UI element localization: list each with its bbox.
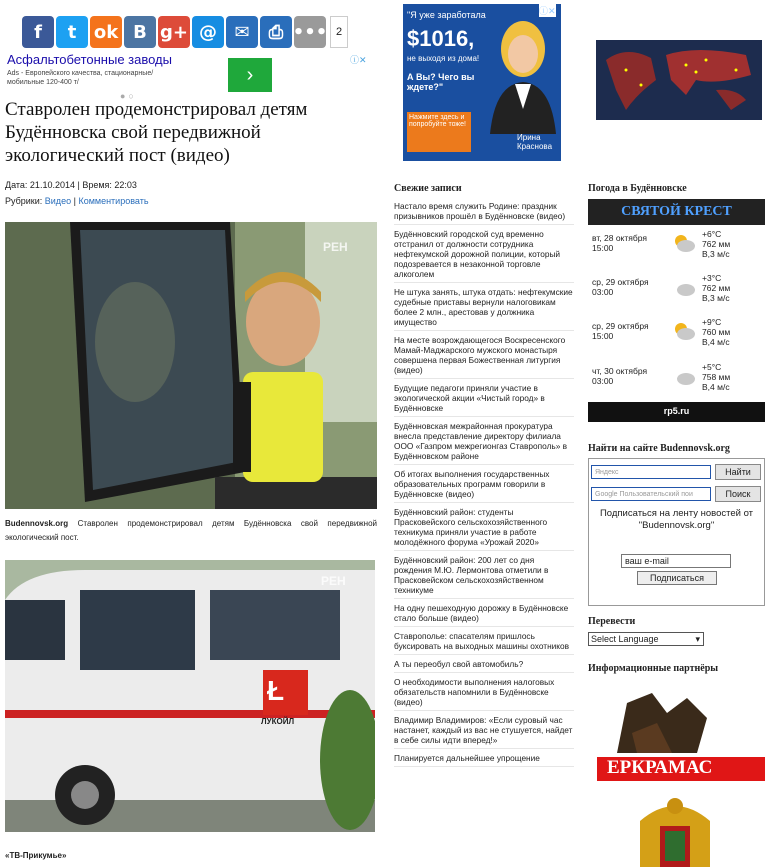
comment-link[interactable]: Комментировать <box>78 196 149 206</box>
news-link[interactable]: А ты переобул свой автомобиль? <box>394 655 574 673</box>
rubric-separator: | <box>73 196 76 206</box>
more-share-button[interactable]: ••• <box>294 16 326 48</box>
news-link[interactable]: Будённовский район: студенты Прасковейского сельскохозяйственного техникума приняли участие в работе молодёжного форума «Урожай 2020» <box>394 503 574 551</box>
article-rubrics <box>5 196 149 206</box>
weather-temp: +5°C <box>702 362 722 372</box>
google-search-button[interactable]: Поиск <box>715 486 761 502</box>
rubrics-label: Рубрики: <box>5 196 43 206</box>
share-bar <box>22 16 348 50</box>
lukoil-label: ЛУКОЙЛ <box>261 717 295 726</box>
banner-person-image <box>485 14 561 134</box>
partners-heading: Информационные партнёры <box>588 663 719 674</box>
chevron-right-icon: › <box>246 63 254 86</box>
ren-watermark: РЕН <box>323 240 348 254</box>
banner-line2: не выходя из дома! <box>407 54 480 63</box>
weather-date: ср, 29 октября 03:00 <box>592 277 649 297</box>
weather-temp: +9°C <box>702 317 722 327</box>
yandex-search-input[interactable]: Яндекс <box>591 465 711 479</box>
cloud-icon <box>672 277 696 297</box>
weather-wind: В,4 м/с <box>702 382 730 392</box>
news-link[interactable]: Будённовский городской суд временно отстранил от должности сотрудника нефтекумской дорожной полиции, который подозревается в незаконной торговле алкоголем <box>394 225 574 283</box>
banner-amount: $1016, <box>407 26 475 51</box>
weather-row <box>590 317 765 365</box>
caption-source: Budennovsk.org <box>5 519 69 528</box>
ad-subtitle: Ads - Европейского качества, стационарные/мобильные 120-400 т/ <box>7 70 154 86</box>
weather-wind: В,4 м/с <box>702 337 730 347</box>
chevron-down-icon: ▾ <box>695 634 700 644</box>
ad-close-icon[interactable]: ⓘ✕ <box>539 6 556 16</box>
email-field[interactable]: ваш e-mail <box>621 554 731 568</box>
news-link[interactable]: Будённовский район: 200 лет со дня рождения М.Ю. Лермонтова отметили в Прасковейском сельскохозяйственном техникуме <box>394 551 574 599</box>
article-title: Ставролен продемонстрировал детям Будённовска свой передвижной экологический пост (видео) <box>5 99 308 166</box>
ad-arrow-button[interactable] <box>228 58 272 92</box>
twitter-share-button[interactable]: t <box>56 16 88 48</box>
vkontakte-share-button[interactable]: B <box>124 16 156 48</box>
fresh-posts-list <box>394 197 574 767</box>
search-subscribe-box <box>588 458 765 606</box>
weather-wind: В,3 м/с <box>702 293 730 303</box>
google-search-input[interactable]: Google Пользовательский пои <box>591 487 711 501</box>
language-select-value: Select Language <box>591 634 659 644</box>
carousel-dots[interactable]: ●○ <box>120 91 137 101</box>
sun-cloud-icon <box>672 233 696 253</box>
odnoklassniki-share-button[interactable]: ok <box>90 16 122 48</box>
ad-title-link[interactable]: Асфальтобетонные заводы <box>7 52 172 67</box>
share-count: 2 <box>330 16 348 48</box>
site-search-heading: Найти на сайте Budennovsk.org <box>588 443 730 454</box>
caption-text: Ставролен продемонстрировал детям Будённовска свой передвижной экологический пост. <box>5 519 377 542</box>
sun-cloud-icon <box>672 321 696 341</box>
banner-quote: "Я уже заработала <box>407 10 486 20</box>
email-share-button[interactable]: ✉ <box>226 16 258 48</box>
cloud-icon <box>672 366 696 386</box>
banner-person-name: Ирина Краснова <box>517 133 553 151</box>
news-link[interactable]: Владимир Владимиров: «Если суровый час настанет, каждый из вас не стушуется, найдет в себе силы идти вперед!» <box>394 711 574 749</box>
article-meta: Дата: 21.10.2014 | Время: 22:03 <box>5 180 137 190</box>
news-link[interactable]: Об итогах выполнения государственных образовательных программ говорили в Будённовске (видео) <box>394 465 574 503</box>
visitor-map-widget[interactable] <box>596 40 762 120</box>
erkramas-partner-logo[interactable] <box>597 683 765 781</box>
news-link[interactable]: На одну пешеходную дорожку в Будённовске стало больше (видео) <box>394 599 574 627</box>
banner-line3: А Вы? Чего вы ждете?" <box>407 72 475 92</box>
weather-heading: Погода в Будённовске <box>588 183 687 194</box>
news-link[interactable]: На месте возрождающегося Воскресенского Мамай-Маджарского мужского монастыря совершена первая Божественная литургия (видео) <box>394 331 574 379</box>
article-photo-boy <box>5 222 377 509</box>
article-photo-van <box>5 560 375 832</box>
weather-row <box>590 229 765 277</box>
weather-pressure: 762 мм <box>702 283 731 293</box>
banner-cta-button[interactable]: Нажмите здесь и попробуйте тоже! <box>407 112 471 152</box>
print-share-button[interactable]: ⎙ <box>260 16 292 48</box>
photo-caption <box>5 517 377 545</box>
weather-logo[interactable]: СВЯТОЙ КРЕСТ <box>588 199 765 225</box>
earnings-ad-banner[interactable] <box>403 4 561 161</box>
weather-row <box>590 273 765 321</box>
weather-temp: +6°C <box>702 229 722 239</box>
weather-pressure: 758 мм <box>702 372 731 382</box>
news-link[interactable]: Не штука занять, штука отдать: нефтекумские судебные приставы вернули налоговикам более 2 млн., арестовав у должника имущество <box>394 283 574 331</box>
news-link[interactable]: Настало время служить Родине: праздник призывников прошёл в Будённовске (видео) <box>394 197 574 225</box>
weather-date: чт, 30 октября 03:00 <box>592 366 648 386</box>
mailru-share-button[interactable]: @ <box>192 16 224 48</box>
news-link[interactable]: О необходимости выполнения налоговых обязательств напомнили в Будённовске (видео) <box>394 673 574 711</box>
news-link[interactable]: Планируется дальнейшее упрощение <box>394 749 574 767</box>
facebook-share-button[interactable]: f <box>22 16 54 48</box>
subscribe-button[interactable]: Подписаться <box>637 571 717 585</box>
weather-temp: +3°C <box>702 273 722 283</box>
rp5-link[interactable]: rp5.ru <box>588 402 765 422</box>
weather-pressure: 762 мм <box>702 239 731 249</box>
weather-date: вт, 28 октября 15:00 <box>592 233 647 253</box>
subscribe-text: Подписаться на ленту новостей от "Budennovsk.org" <box>599 508 754 531</box>
emblem-partner-logo[interactable] <box>610 791 740 867</box>
video-source: «ТВ-Прикумье» <box>5 851 67 860</box>
translate-heading: Перевести <box>588 616 636 627</box>
news-link[interactable]: Будущие педагоги приняли участие в экологической акции «Чистый город» в Будённовске <box>394 379 574 417</box>
weather-wind: В,3 м/с <box>702 249 730 259</box>
ren-watermark-2: РЕН <box>321 574 346 588</box>
news-link[interactable]: Будённовская межрайонная прокуратура внесла представление директору филиала ООО «Газпром межрегионгаз Ставрополь» в Будённовском районе <box>394 417 574 465</box>
yandex-find-button[interactable]: Найти <box>715 464 761 480</box>
weather-pressure: 760 мм <box>702 327 731 337</box>
googleplus-share-button[interactable]: g+ <box>158 16 190 48</box>
fresh-posts-heading: Свежие записи <box>394 183 462 194</box>
ad-choices-icon[interactable]: ⓘ✕ <box>350 55 367 65</box>
language-select[interactable] <box>588 632 704 646</box>
weather-date: ср, 29 октября 15:00 <box>592 321 649 341</box>
rubric-video-link[interactable]: Видео <box>44 196 72 206</box>
partner1-label: ЕРКРАМАС <box>607 757 713 778</box>
lukoil-logo-icon: Ł <box>267 675 285 706</box>
news-link[interactable]: Ставрополье: спасателям пришлось буксировать на выходных машины охотников <box>394 627 574 655</box>
